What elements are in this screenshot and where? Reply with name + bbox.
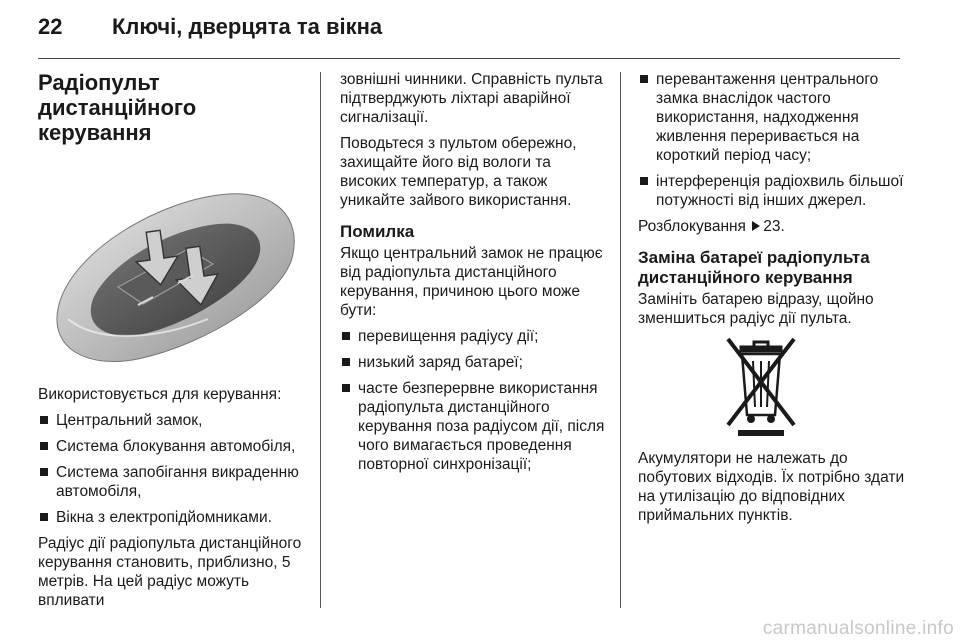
section-title: Ключі, дверцята та вікна [112, 14, 383, 39]
header-divider [38, 58, 900, 59]
column-3 [638, 70, 906, 532]
unlock-reference: Розблокування 23. [638, 218, 785, 235]
list-item: інтерференція радіохвиль більшої потужності від інших джерел. [638, 172, 906, 210]
list-item: низький заряд батареї; [340, 353, 608, 372]
uses-list [38, 411, 304, 527]
bullet-icon [342, 358, 350, 366]
bullet-icon [640, 75, 648, 83]
page-header [38, 14, 918, 50]
page-number: 22 [38, 14, 63, 39]
disposal-text: Акумулятори не належать до побутових відходів. Їх потрібно здати на утилізацію до відповідних приймальних пунктів. [638, 450, 905, 524]
list-item: Вікна з електропідйомниками. [38, 508, 304, 527]
list-item: Система блокування автомобіля, [38, 437, 304, 456]
reference-arrow-icon [752, 221, 760, 231]
crossed-out-bin-icon [720, 335, 802, 439]
list-item: перевищення радіусу дії; [340, 327, 608, 346]
unlock-page-link[interactable]: 23. [763, 218, 785, 235]
bullet-icon [342, 332, 350, 340]
bullet-icon [342, 384, 350, 392]
error-heading: Помилка [340, 222, 415, 241]
bullet-icon [40, 416, 48, 424]
battery-heading: Заміна батареї радіопульта дистанційного керування [638, 248, 870, 287]
causes-list-continued [638, 70, 906, 210]
continued-text: зовнішні чинники. Справність пульта підтверджують ліхтарі аварійної сигналізації. [340, 71, 603, 126]
bullet-icon [40, 468, 48, 476]
list-item: Центральний замок, [38, 411, 304, 430]
bullet-icon [40, 442, 48, 450]
column-divider-1 [320, 72, 321, 608]
column-1 [38, 70, 304, 617]
care-text: Поводьтеся з пультом обережно, захищайте його від вологи та високих температур, а також уникайте зайвого використання. [340, 135, 577, 209]
list-item: Система запобігання викраденню автомобіля, [38, 463, 304, 501]
causes-list [340, 327, 608, 474]
column-divider-2 [620, 72, 621, 608]
remote-key-icon [38, 159, 300, 371]
uses-intro: Використовується для керування: [38, 386, 282, 403]
battery-text: Замініть батарею відразу, щойно зменшиться радіус дії пульта. [638, 291, 874, 327]
range-text: Радіус дії радіопульта дистанційного керування становить, приблизно, 5 метрів. На цей радіус можуть впливати [38, 535, 302, 609]
bullet-icon [40, 513, 48, 521]
bullet-icon [640, 177, 648, 185]
list-item: перевантаження центрального замка внаслідок частого використання, надходження живлення переривається на короткий період часу; [638, 70, 906, 165]
watermark: carmanualsonline.info [762, 618, 954, 639]
error-intro: Якщо центральний замок не працює від радіопульта дистанційного керування, причиною цього може бути: [340, 245, 603, 319]
list-item: часте безперервне використання радіопульта дистанційного керування поза радіусом дії, після чого вимагається проведення повторної синхронізації; [340, 379, 608, 474]
remote-heading: Радіопульт дистанційного керування [38, 70, 197, 145]
column-2 [340, 70, 608, 481]
